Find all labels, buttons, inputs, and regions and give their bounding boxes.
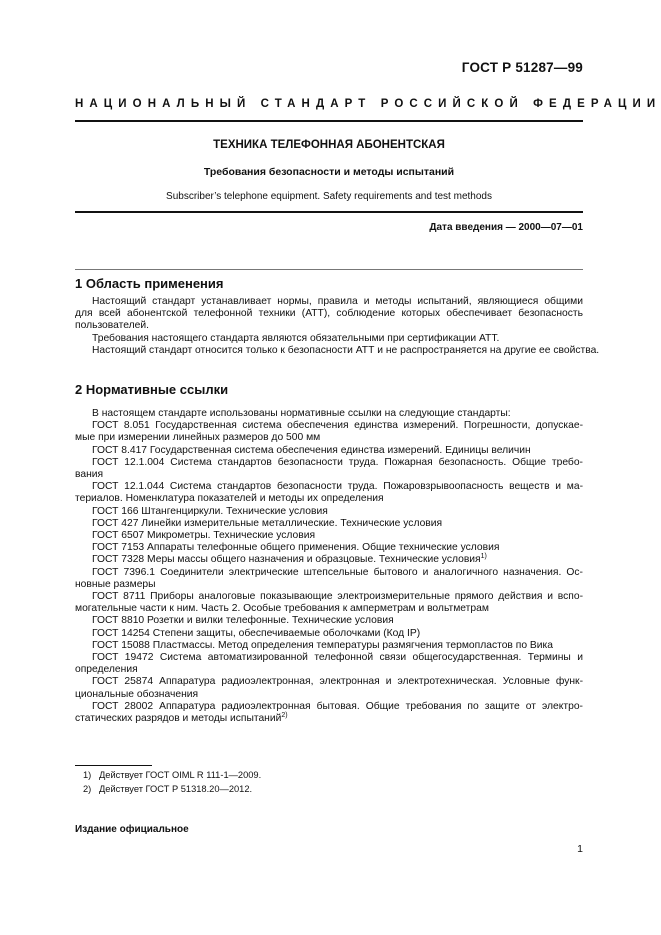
line-text: статических разрядов и методы испытаний <box>75 713 282 725</box>
line-text: ГОСТ 15088 Пластмассы. Метод определения температуры размягчения термопластов по Вика <box>92 639 553 651</box>
section-2-body <box>75 408 583 725</box>
paragraph-line <box>75 445 583 457</box>
paragraph-line <box>75 652 583 664</box>
footnote-2 <box>75 784 252 794</box>
paragraph-line <box>75 615 583 627</box>
line-text: циональные обозначения <box>75 688 199 700</box>
footnote-1-text: Действует ГОСТ OIML R 111-1—2009. <box>99 770 262 780</box>
paragraph-line <box>75 567 583 579</box>
line-text: новные размеры <box>75 578 156 590</box>
line-text: ГОСТ 14254 Степени защиты, обеспечиваемые оболочками (Код IP) <box>92 627 421 639</box>
line-text: териалов. Номенклатура показателей и методы их определения <box>75 493 384 505</box>
page-number: 1 <box>577 843 583 855</box>
paragraph-line <box>75 493 583 505</box>
paragraph-line <box>75 320 583 332</box>
line-text: ГОСТ 166 Штангенциркули. Технические условия <box>92 505 328 517</box>
line-text: ГОСТ 28002 Аппаратура радиоэлектронная бытовая. Общие требования по защите от электро- <box>92 700 583 712</box>
paragraph-line <box>75 344 600 357</box>
section-1-body <box>75 296 600 357</box>
paragraph-line <box>75 481 583 493</box>
paragraph-line <box>75 308 583 320</box>
national-standard-banner: НАЦИОНАЛЬНЫЙ СТАНДАРТ РОССИЙСКОЙ ФЕДЕРАЦИИ <box>75 98 661 110</box>
footnote-1-mark: 1) <box>83 770 92 780</box>
line-text: пользователей. <box>75 320 149 332</box>
paragraph-line <box>75 689 583 701</box>
paragraph-line <box>75 640 583 652</box>
paragraph-line <box>75 469 583 481</box>
paragraph-line <box>75 518 583 530</box>
paragraph-line <box>75 420 583 432</box>
footnote-divider <box>75 765 152 766</box>
paragraph-line <box>75 506 583 518</box>
line-text: В настоящем стандарте использованы нормативные ссылки на следующие стандарты: <box>92 408 511 419</box>
header-divider <box>75 120 583 122</box>
paragraph-line <box>75 408 583 420</box>
footnote-reference: 1) <box>480 553 487 561</box>
official-edition-label: Издание официальное <box>75 824 189 835</box>
paragraph-line <box>75 542 583 554</box>
line-text: могательные части к ним. Часть 2. Особые требования к амперметрам и вольтметрам <box>75 603 489 615</box>
paragraph-line <box>75 676 583 688</box>
line-text: для всей абонентской телефонной техники (АТТ), соблюдение которых обеспечивает безопасность <box>75 308 583 320</box>
line-text: ГОСТ 8.051 Государственная система обеспечения единства измерений. Погрешности, допускае- <box>92 420 583 432</box>
line-text: ГОСТ 12.1.044 Система стандартов безопасности труда. Пожаровзрывоопасность веществ и ма- <box>92 481 583 493</box>
date-divider <box>75 269 583 270</box>
paragraph-line <box>75 554 583 566</box>
paragraph-line <box>75 664 583 676</box>
line-text: ГОСТ 7328 Меры массы общего назначения и образцовые. Технические условия <box>92 554 481 566</box>
introduction-date: Дата введения — 2000—07—01 <box>429 222 583 233</box>
line-text: ГОСТ 6507 Микрометры. Технические условия <box>92 530 316 542</box>
footnote-reference: 2) <box>281 712 288 720</box>
paragraph-line <box>75 628 583 640</box>
paragraph-line <box>75 713 583 725</box>
document-title: ТЕХНИКА ТЕЛЕФОННАЯ АБОНЕНТСКАЯ <box>213 139 445 151</box>
footnote-2-text: Действует ГОСТ Р 51318.20—2012. <box>99 784 253 794</box>
line-text: ГОСТ 12.1.004 Система стандартов безопасности труда. Пожарная безопасность. Общие требо- <box>92 456 583 468</box>
footnote-2-mark: 2) <box>83 784 92 794</box>
line-text: ГОСТ 427 Линейки измерительные металлические. Технические условия <box>92 517 443 529</box>
line-text: ГОСТ 8711 Приборы аналоговые показывающие электроизмерительные прямого действия и вспо- <box>92 591 583 603</box>
paragraph-line <box>75 603 583 615</box>
line-text: ГОСТ 7396.1 Соединители электрические штепсельные бытового и аналогичного назначения. Ос- <box>92 566 583 578</box>
line-text: определения <box>75 664 138 676</box>
title-divider <box>75 211 583 213</box>
line-text: мые при измерении линейных размеров до 500 мм <box>75 432 321 444</box>
line-text: Настоящий стандарт устанавливает нормы, правила и методы испытаний, являющиеся общими <box>92 296 583 307</box>
document-code: ГОСТ Р 51287—99 <box>461 60 583 75</box>
footnote-1 <box>75 770 261 780</box>
paragraph-line <box>75 701 583 713</box>
line-text: ГОСТ 8810 Розетки и вилки телефонные. Технические условия <box>92 615 394 627</box>
paragraph-line <box>75 432 583 444</box>
line-text: ГОСТ 19472 Система автоматизированной телефонной связи общегосударственная. Термины и <box>92 652 583 664</box>
english-title: Subscriber’s telephone equipment. Safety requirements and test methods <box>166 191 492 202</box>
line-text: ГОСТ 8.417 Государственная система обеспечения единства измерений. Единицы величин <box>92 444 531 456</box>
paragraph-line <box>75 530 583 542</box>
section-1-heading: 1 Область применения <box>75 276 224 291</box>
line-text: ГОСТ 25874 Аппаратура радиоэлектронная, электронная и электротехническая. Условные функ- <box>92 676 583 688</box>
section-2-heading: 2 Нормативные ссылки <box>75 382 229 397</box>
paragraph-line <box>75 579 583 591</box>
document-subtitle: Требования безопасности и методы испытаний <box>203 166 455 178</box>
paragraph-line <box>75 333 583 345</box>
line-text: Требования настоящего стандарта являются обязательными при сертификации АТТ. <box>92 332 500 344</box>
paragraph-line <box>75 296 583 308</box>
paragraph-line <box>75 591 583 603</box>
line-text: вания <box>75 469 104 481</box>
paragraph-line <box>75 457 583 469</box>
line-text: Настоящий стандарт относится только к безопасности АТТ и не распространяется на другие ее свойства. <box>92 344 600 356</box>
line-text: ГОСТ 7153 Аппараты телефонные общего применения. Общие технические условия <box>92 542 500 554</box>
